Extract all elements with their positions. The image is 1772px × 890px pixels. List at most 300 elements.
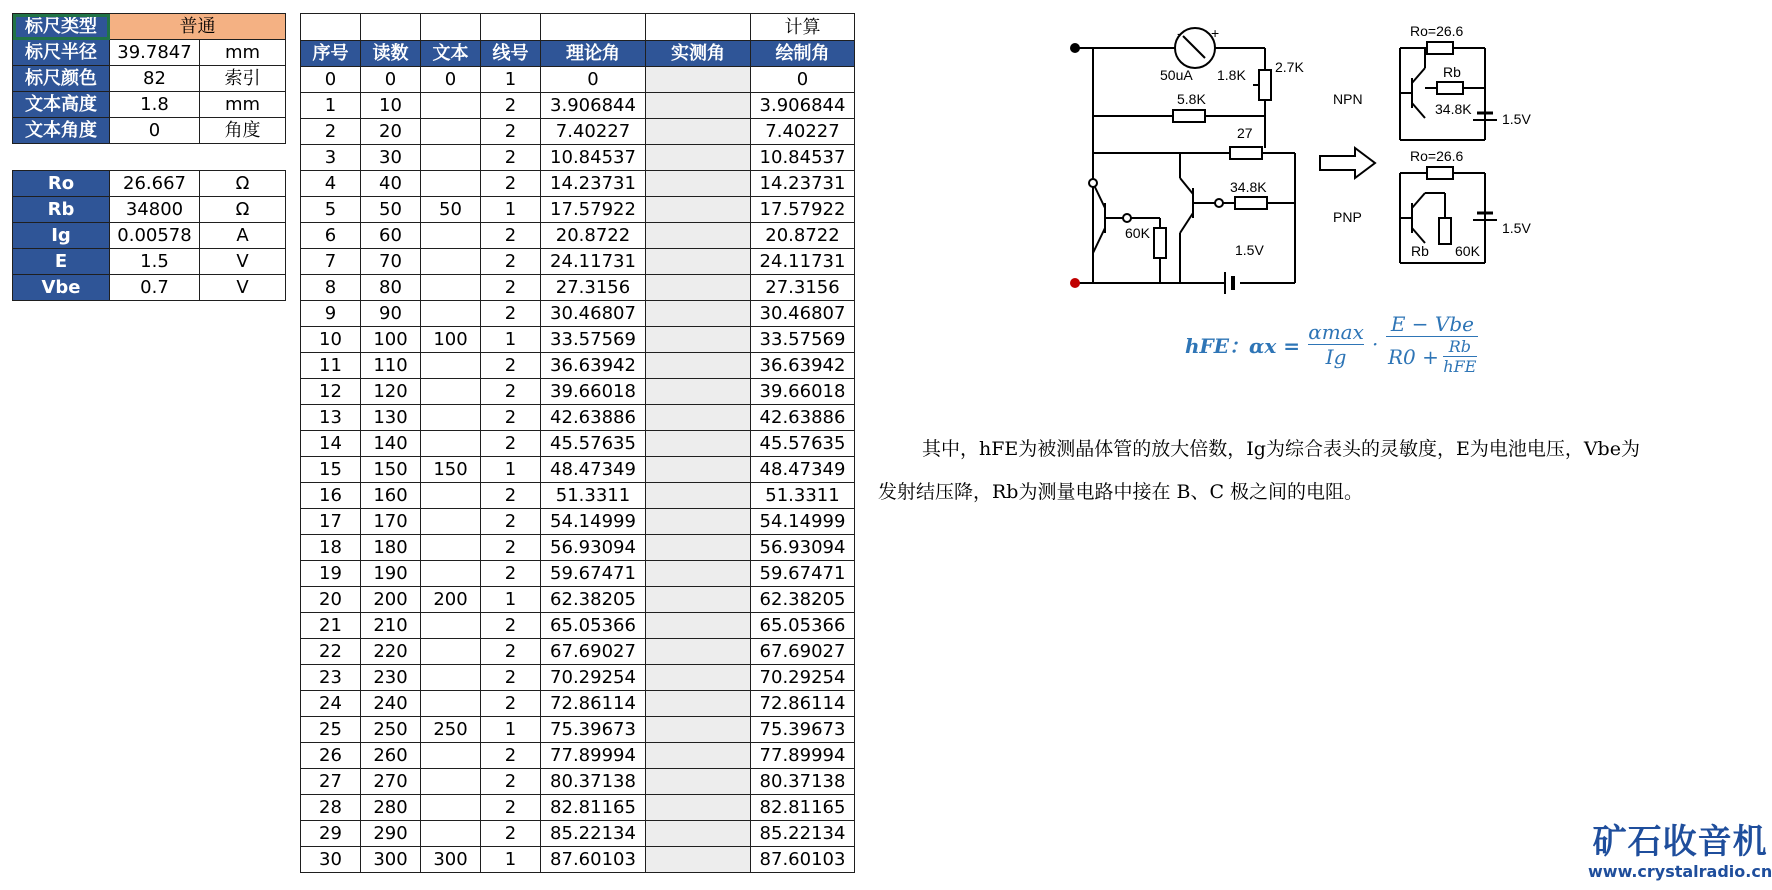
constant-label[interactable]: Ig	[13, 223, 110, 249]
table-cell[interactable]: 150	[361, 457, 421, 483]
table-cell[interactable]: 10.84537	[751, 145, 855, 171]
param-value[interactable]: 普通	[110, 14, 286, 40]
table-cell[interactable]	[646, 483, 751, 509]
table-cell[interactable]: 280	[361, 795, 421, 821]
table-cell[interactable]: 7	[301, 249, 361, 275]
table-cell[interactable]: 45.57635	[751, 431, 855, 457]
table-cell[interactable]: 30	[301, 847, 361, 873]
table-cell[interactable]: 2	[481, 353, 541, 379]
param-row	[13, 40, 286, 66]
table-cell[interactable]: 2	[481, 223, 541, 249]
table-cell[interactable]: 0	[751, 67, 855, 93]
column-header[interactable]: 绘制角	[751, 41, 855, 67]
table-cell[interactable]	[421, 821, 481, 847]
table-cell[interactable]: 29	[301, 821, 361, 847]
table-cell[interactable]: 36.63942	[541, 353, 646, 379]
table-cell[interactable]: 30.46807	[751, 301, 855, 327]
table-row	[301, 795, 855, 821]
table-row	[301, 249, 855, 275]
table-row	[301, 535, 855, 561]
table-cell[interactable]: 11	[301, 353, 361, 379]
table-cell[interactable]	[646, 613, 751, 639]
table-cell[interactable]: 27	[301, 769, 361, 795]
param-value[interactable]: 1.8	[110, 92, 200, 118]
constant-label[interactable]: Rb	[13, 197, 110, 223]
table-cell[interactable]	[421, 171, 481, 197]
constant-unit[interactable]: V	[200, 275, 286, 301]
table-cell[interactable]: 70	[361, 249, 421, 275]
table-cell[interactable]: 75.39673	[751, 717, 855, 743]
constant-unit[interactable]: A	[200, 223, 286, 249]
constant-unit[interactable]: Ω	[200, 171, 286, 197]
param-value[interactable]: 39.7847	[110, 40, 200, 66]
constant-value[interactable]: 0.00578	[110, 223, 200, 249]
table-cell[interactable]: 51.3311	[751, 483, 855, 509]
table-cell[interactable]: 90	[361, 301, 421, 327]
table-cell[interactable]: 2	[481, 795, 541, 821]
table-cell[interactable]	[646, 353, 751, 379]
table-cell[interactable]: 240	[361, 691, 421, 717]
table-cell[interactable]	[421, 665, 481, 691]
table-cell[interactable]: 10	[361, 93, 421, 119]
table-cell[interactable]: 60	[361, 223, 421, 249]
table-cell[interactable]: 2	[481, 769, 541, 795]
table-cell[interactable]: 19	[301, 561, 361, 587]
table-cell[interactable]: 7.40227	[751, 119, 855, 145]
table-cell[interactable]: 14.23731	[541, 171, 646, 197]
constant-value[interactable]: 34800	[110, 197, 200, 223]
table-cell[interactable]	[646, 743, 751, 769]
table-row	[301, 691, 855, 717]
table-cell[interactable]: 24.11731	[541, 249, 646, 275]
table-cell[interactable]	[421, 353, 481, 379]
table-cell[interactable]	[646, 145, 751, 171]
table-cell[interactable]	[646, 795, 751, 821]
table-cell[interactable]: 2	[481, 561, 541, 587]
table-cell[interactable]	[421, 795, 481, 821]
table-cell[interactable]: 72.86114	[541, 691, 646, 717]
table-cell[interactable]: 1	[301, 93, 361, 119]
table-cell[interactable]: 77.89994	[541, 743, 646, 769]
table-cell[interactable]: 59.67471	[541, 561, 646, 587]
param-label[interactable]: 文本角度	[13, 118, 110, 144]
table-cell[interactable]: 0	[421, 67, 481, 93]
table-cell[interactable]: 36.63942	[751, 353, 855, 379]
table-cell[interactable]: 1	[481, 197, 541, 223]
table-cell[interactable]: 65.05366	[541, 613, 646, 639]
watermark-title: 矿石收音机	[1592, 822, 1768, 862]
table-cell[interactable]	[421, 275, 481, 301]
table-cell[interactable]: 2	[481, 613, 541, 639]
table-cell[interactable]	[646, 405, 751, 431]
table-row	[301, 457, 855, 483]
table-cell[interactable]: 3.906844	[541, 93, 646, 119]
table-cell[interactable]: 14	[301, 431, 361, 457]
table-cell[interactable]: 21	[301, 613, 361, 639]
table-cell[interactable]: 14.23731	[751, 171, 855, 197]
table-top-row	[301, 14, 855, 41]
param-unit[interactable]: 角度	[200, 118, 286, 144]
table-cell[interactable]	[421, 145, 481, 171]
constant-unit[interactable]: V	[200, 249, 286, 275]
table-cell[interactable]	[421, 509, 481, 535]
table-cell[interactable]: 2	[481, 665, 541, 691]
table-cell[interactable]: 56.93094	[541, 535, 646, 561]
param-label[interactable]: 文本高度	[13, 92, 110, 118]
table-cell[interactable]: 85.22134	[541, 821, 646, 847]
table-cell[interactable]: 250	[361, 717, 421, 743]
table-cell[interactable]: 48.47349	[751, 457, 855, 483]
table-cell[interactable]	[646, 847, 751, 873]
table-cell[interactable]	[421, 613, 481, 639]
table-cell[interactable]: 42.63886	[751, 405, 855, 431]
table-cell[interactable]: 160	[361, 483, 421, 509]
table-row	[301, 197, 855, 223]
table-cell[interactable]: 80	[361, 275, 421, 301]
param-value[interactable]: 82	[110, 66, 200, 92]
table-cell[interactable]	[646, 275, 751, 301]
table-cell[interactable]: 1	[481, 67, 541, 93]
table-cell[interactable]	[421, 483, 481, 509]
table-row	[301, 509, 855, 535]
table-cell[interactable]: 180	[361, 535, 421, 561]
table-row	[301, 301, 855, 327]
table-cell[interactable]: 20.8722	[751, 223, 855, 249]
table-cell[interactable]: 30.46807	[541, 301, 646, 327]
table-row	[301, 821, 855, 847]
table-cell[interactable]	[421, 535, 481, 561]
constant-row	[13, 197, 286, 223]
constant-label[interactable]: Vbe	[13, 275, 110, 301]
column-header[interactable]: 线号	[481, 41, 541, 67]
table-cell[interactable]: 59.67471	[751, 561, 855, 587]
table-cell[interactable]	[421, 431, 481, 457]
table-cell[interactable]: 40	[361, 171, 421, 197]
table-cell[interactable]: 45.57635	[541, 431, 646, 457]
table-cell[interactable]: 110	[361, 353, 421, 379]
table-row	[301, 223, 855, 249]
table-cell[interactable]	[646, 535, 751, 561]
table-cell[interactable]: 20	[301, 587, 361, 613]
table-cell[interactable]: 2	[481, 171, 541, 197]
table-cell[interactable]: 2	[481, 509, 541, 535]
r348-label: 34.8K	[1230, 179, 1267, 195]
table-cell[interactable]: 300	[421, 847, 481, 873]
table-cell[interactable]	[421, 691, 481, 717]
table-cell[interactable]: 67.69027	[541, 639, 646, 665]
table-cell[interactable]: 2	[481, 639, 541, 665]
table-cell[interactable]: 85.22134	[751, 821, 855, 847]
table-cell[interactable]: 18	[301, 535, 361, 561]
table-cell[interactable]: 24	[301, 691, 361, 717]
npn-rb-value: 34.8K	[1435, 101, 1472, 117]
table-cell[interactable]: 27.3156	[541, 275, 646, 301]
table-cell[interactable]: 200	[421, 587, 481, 613]
table-cell[interactable]	[646, 93, 751, 119]
table-cell[interactable]: 2	[481, 93, 541, 119]
table-cell[interactable]	[646, 223, 751, 249]
table-cell[interactable]: 54.14999	[541, 509, 646, 535]
table-cell[interactable]: 2	[481, 535, 541, 561]
table-cell[interactable]: 20	[361, 119, 421, 145]
table-cell[interactable]	[646, 561, 751, 587]
table-cell[interactable]: 17	[301, 509, 361, 535]
table-cell[interactable]: 2	[481, 431, 541, 457]
table-cell[interactable]: 62.38205	[751, 587, 855, 613]
table-cell[interactable]: 80.37138	[541, 769, 646, 795]
table-cell[interactable]	[421, 301, 481, 327]
param-unit[interactable]: mm	[200, 40, 286, 66]
table-row	[301, 431, 855, 457]
table-cell[interactable]	[646, 249, 751, 275]
table-cell[interactable]: 140	[361, 431, 421, 457]
table-cell[interactable]: 2	[481, 691, 541, 717]
table-cell[interactable]: 87.60103	[751, 847, 855, 873]
table-cell[interactable]	[421, 639, 481, 665]
column-header[interactable]: 序号	[301, 41, 361, 67]
table-cell[interactable]	[646, 197, 751, 223]
table-cell[interactable]	[646, 639, 751, 665]
table-cell[interactable]: 7.40227	[541, 119, 646, 145]
table-cell[interactable]: 220	[361, 639, 421, 665]
npn-label: NPN	[1333, 91, 1363, 107]
table-cell[interactable]: 12	[301, 379, 361, 405]
table-cell[interactable]: 0	[541, 67, 646, 93]
table-cell[interactable]: 26	[301, 743, 361, 769]
table-cell[interactable]: 260	[361, 743, 421, 769]
table-cell[interactable]: 50	[361, 197, 421, 223]
table-row	[301, 171, 855, 197]
table-cell[interactable]: 1	[481, 327, 541, 353]
table-cell[interactable]: 65.05366	[751, 613, 855, 639]
param-value[interactable]: 0	[110, 118, 200, 144]
table-cell[interactable]: 2	[481, 743, 541, 769]
table-cell[interactable]	[421, 93, 481, 119]
table-cell[interactable]: 2	[481, 821, 541, 847]
table-cell[interactable]: 70.29254	[541, 665, 646, 691]
table-cell[interactable]: 75.39673	[541, 717, 646, 743]
calc-label[interactable]: 计算	[751, 14, 855, 41]
hfe-formula: hFE：αx = αmax Ig · E − Vbe R0 + Rb hFE	[1185, 312, 1477, 376]
table-cell[interactable]: 290	[361, 821, 421, 847]
table-cell[interactable]: 56.93094	[751, 535, 855, 561]
table-cell[interactable]	[421, 379, 481, 405]
table-cell[interactable]: 130	[361, 405, 421, 431]
constant-value[interactable]: 0.7	[110, 275, 200, 301]
r27-label: 27	[1237, 125, 1253, 141]
param-label[interactable]: 标尺颜色	[13, 66, 110, 92]
param-unit[interactable]: mm	[200, 92, 286, 118]
table-cell[interactable]: 1	[481, 847, 541, 873]
table-cell[interactable]: 27.3156	[751, 275, 855, 301]
table-cell[interactable]	[421, 223, 481, 249]
table-cell[interactable]	[646, 587, 751, 613]
table-cell[interactable]: 2	[481, 249, 541, 275]
table-cell[interactable]: 3	[301, 145, 361, 171]
table-cell[interactable]: 1	[481, 717, 541, 743]
site-watermark	[1588, 822, 1772, 881]
table-cell[interactable]: 150	[421, 457, 481, 483]
table-cell[interactable]: 17.57922	[541, 197, 646, 223]
cell[interactable]	[421, 14, 481, 41]
table-cell[interactable]: 190	[361, 561, 421, 587]
table-cell[interactable]: 33.57569	[751, 327, 855, 353]
column-header[interactable]: 理论角	[541, 41, 646, 67]
table-cell[interactable]	[646, 457, 751, 483]
table-cell[interactable]: 67.69027	[751, 639, 855, 665]
table-row	[301, 145, 855, 171]
param-unit[interactable]: 索引	[200, 66, 286, 92]
table-cell[interactable]: 54.14999	[751, 509, 855, 535]
table-cell[interactable]: 9	[301, 301, 361, 327]
table-cell[interactable]: 5	[301, 197, 361, 223]
table-cell[interactable]: 17.57922	[751, 197, 855, 223]
table-cell[interactable]: 2	[481, 275, 541, 301]
table-cell[interactable]: 24.11731	[751, 249, 855, 275]
table-cell[interactable]	[646, 431, 751, 457]
constant-unit[interactable]: Ω	[200, 197, 286, 223]
constant-value[interactable]: 26.667	[110, 171, 200, 197]
table-cell[interactable]: 50	[421, 197, 481, 223]
constant-label[interactable]: E	[13, 249, 110, 275]
constants-table	[12, 170, 286, 301]
table-cell[interactable]	[646, 665, 751, 691]
table-cell[interactable]: 2	[481, 405, 541, 431]
table-cell[interactable]: 3.906844	[751, 93, 855, 119]
table-cell[interactable]: 2	[301, 119, 361, 145]
table-cell[interactable]: 51.3311	[541, 483, 646, 509]
table-cell[interactable]: 10	[301, 327, 361, 353]
frac2-numerator: E − Vbe	[1390, 312, 1474, 336]
table-cell[interactable]	[646, 509, 751, 535]
table-cell[interactable]: 270	[361, 769, 421, 795]
constant-value[interactable]: 1.5	[110, 249, 200, 275]
table-cell[interactable]: 2	[481, 483, 541, 509]
table-cell[interactable]: 1	[481, 457, 541, 483]
table-cell[interactable]: 100	[421, 327, 481, 353]
param-label[interactable]: 标尺半径	[13, 40, 110, 66]
table-row	[301, 587, 855, 613]
table-cell[interactable]: 8	[301, 275, 361, 301]
meter-plus-label: +	[1211, 25, 1220, 41]
table-row	[301, 847, 855, 873]
table-cell[interactable]: 13	[301, 405, 361, 431]
table-cell[interactable]: 42.63886	[541, 405, 646, 431]
table-cell[interactable]	[646, 327, 751, 353]
table-row	[301, 483, 855, 509]
table-cell[interactable]	[421, 561, 481, 587]
column-header[interactable]: 读数	[361, 41, 421, 67]
table-cell[interactable]: 170	[361, 509, 421, 535]
table-cell[interactable]: 80.37138	[751, 769, 855, 795]
table-cell[interactable]: 2	[481, 301, 541, 327]
table-cell[interactable]: 48.47349	[541, 457, 646, 483]
table-cell[interactable]: 87.60103	[541, 847, 646, 873]
table-cell[interactable]: 230	[361, 665, 421, 691]
table-cell[interactable]: 10.84537	[541, 145, 646, 171]
table-cell[interactable]: 15	[301, 457, 361, 483]
table-cell[interactable]	[421, 769, 481, 795]
column-header[interactable]: 文本	[421, 41, 481, 67]
table-cell[interactable]	[646, 691, 751, 717]
formula-lhs: hFE：αx =	[1185, 333, 1301, 358]
table-cell[interactable]: 39.66018	[541, 379, 646, 405]
cell[interactable]	[301, 14, 361, 41]
table-row	[301, 405, 855, 431]
constant-label[interactable]: Ro	[13, 171, 110, 197]
cell[interactable]	[361, 14, 421, 41]
angle-data-table	[300, 13, 855, 873]
table-cell[interactable]: 0	[361, 67, 421, 93]
table-cell[interactable]: 210	[361, 613, 421, 639]
table-cell[interactable]: 70.29254	[751, 665, 855, 691]
table-cell[interactable]: 250	[421, 717, 481, 743]
table-cell[interactable]: 2	[481, 145, 541, 171]
table-row	[301, 353, 855, 379]
table-cell[interactable]	[646, 171, 751, 197]
table-cell[interactable]: 82.81165	[541, 795, 646, 821]
table-cell[interactable]	[421, 249, 481, 275]
table-cell[interactable]: 300	[361, 847, 421, 873]
cell[interactable]	[646, 14, 751, 41]
table-cell[interactable]: 120	[361, 379, 421, 405]
table-cell[interactable]: 200	[361, 587, 421, 613]
table-row	[301, 665, 855, 691]
meter-resistance-label: 1.8K	[1217, 67, 1246, 83]
table-cell[interactable]: 77.89994	[751, 743, 855, 769]
cell[interactable]	[541, 14, 646, 41]
frac2-inner-numerator: Rb	[1448, 337, 1471, 356]
table-cell[interactable]: 0	[301, 67, 361, 93]
table-cell[interactable]: 28	[301, 795, 361, 821]
r60-label: 60K	[1125, 225, 1150, 241]
param-label[interactable]: 标尺类型	[13, 14, 110, 40]
table-cell[interactable]: 2	[481, 379, 541, 405]
table-cell[interactable]	[421, 119, 481, 145]
table-cell[interactable]: 25	[301, 717, 361, 743]
table-cell[interactable]: 16	[301, 483, 361, 509]
table-cell[interactable]	[646, 67, 751, 93]
description-line-2: 发射结压降，Rb为测量电路中接在 B、C 极之间的电阻。	[878, 481, 1364, 503]
table-cell[interactable]	[421, 743, 481, 769]
table-cell[interactable]	[646, 379, 751, 405]
table-cell[interactable]	[646, 717, 751, 743]
table-cell[interactable]	[646, 119, 751, 145]
table-cell[interactable]: 39.66018	[751, 379, 855, 405]
table-cell[interactable]: 2	[481, 119, 541, 145]
table-cell[interactable]: 72.86114	[751, 691, 855, 717]
table-cell[interactable]: 4	[301, 171, 361, 197]
table-cell[interactable]	[646, 769, 751, 795]
frac2-denominator-a: R0 +	[1387, 344, 1439, 369]
table-cell[interactable]: 1	[481, 587, 541, 613]
table-cell[interactable]: 33.57569	[541, 327, 646, 353]
column-header[interactable]: 实测角	[646, 41, 751, 67]
table-cell[interactable]: 6	[301, 223, 361, 249]
table-cell[interactable]: 23	[301, 665, 361, 691]
table-cell[interactable]: 22	[301, 639, 361, 665]
battery-label: 1.5V	[1235, 242, 1264, 258]
table-cell[interactable]: 82.81165	[751, 795, 855, 821]
table-cell[interactable]	[646, 821, 751, 847]
table-cell[interactable]: 100	[361, 327, 421, 353]
table-cell[interactable]	[646, 301, 751, 327]
table-cell[interactable]	[421, 405, 481, 431]
table-cell[interactable]: 30	[361, 145, 421, 171]
table-cell[interactable]: 20.8722	[541, 223, 646, 249]
cell[interactable]	[481, 14, 541, 41]
table-cell[interactable]: 62.38205	[541, 587, 646, 613]
